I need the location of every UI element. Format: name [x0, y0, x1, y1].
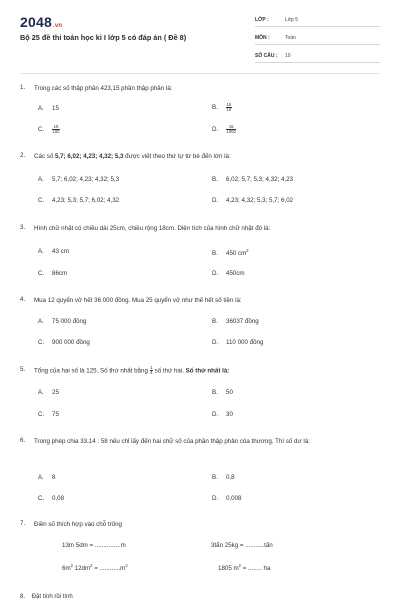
fraction	[226, 103, 232, 113]
document-title: Bộ 25 đề thi toán học kì I lớp 5 có đáp án ( Đề 8)	[20, 33, 187, 42]
option-label: C.	[38, 197, 45, 204]
meta-value: Lớp 5	[285, 17, 299, 23]
option-text: 4,23; 4,32; 5,3; 5,7; 6,02	[226, 197, 294, 204]
option-a[interactable]	[38, 248, 69, 255]
option-label: A.	[38, 318, 44, 325]
option-label: A.	[38, 389, 44, 396]
stem-text: số thứ hai.	[152, 367, 186, 375]
meta-key: SỐ CÂU :	[255, 53, 278, 59]
option-text: 50	[226, 389, 233, 396]
fraction-numerator: 15	[226, 102, 232, 107]
option-text: 43 cm	[52, 248, 69, 255]
option-label: D.	[212, 126, 219, 134]
option-text: 110 000 đồng	[226, 339, 264, 346]
option-label: B.	[212, 318, 218, 325]
document-header	[0, 0, 400, 78]
fraction-denominator: 4	[150, 370, 153, 376]
question-stem	[34, 366, 379, 376]
fraction	[52, 125, 60, 135]
option-b[interactable]	[212, 318, 259, 325]
fraction-numerator: 15	[53, 124, 59, 129]
superscript: 2	[238, 563, 241, 568]
fill-blank-1[interactable]: 13m 5dm = ...............m	[62, 542, 126, 549]
option-label: D.	[212, 495, 219, 502]
option-d[interactable]	[212, 270, 245, 277]
option-a[interactable]	[38, 176, 119, 183]
option-text: 15	[52, 105, 59, 112]
question-number: 3.	[20, 224, 26, 231]
option-label: A.	[38, 176, 44, 183]
fill-text: = ............m	[92, 565, 126, 573]
question-number: 7.	[20, 520, 26, 527]
option-label: D.	[212, 197, 219, 204]
meta-value: 10	[285, 53, 291, 59]
option-text: 6,02; 5,7; 5,3; 4,32; 4,23	[226, 176, 294, 183]
question-number: 6.	[20, 437, 26, 444]
option-label: C.	[38, 495, 45, 502]
meta-row-count	[255, 51, 380, 63]
option-label: B.	[212, 176, 218, 183]
option-text: 25	[52, 389, 59, 396]
superscript: 2	[90, 563, 93, 568]
question-stem	[34, 152, 379, 162]
site-logo[interactable]	[20, 14, 62, 30]
option-text: 8	[52, 474, 56, 481]
option-label: C.	[38, 339, 45, 346]
option-d[interactable]	[212, 339, 263, 346]
option-b[interactable]	[212, 474, 235, 481]
option-label: C.	[38, 270, 45, 277]
stem-bold: Số thứ nhất là:	[185, 367, 230, 375]
question-number: 5.	[20, 366, 26, 373]
fraction-numerator: 15	[226, 125, 236, 130]
option-b[interactable]	[212, 248, 249, 257]
option-text: 86cm	[52, 270, 68, 277]
option-b[interactable]	[212, 389, 233, 396]
option-c[interactable]	[38, 125, 60, 135]
option-text: 450 cm	[226, 250, 247, 258]
meta-info	[255, 15, 380, 69]
option-label: A.	[38, 474, 44, 481]
fraction	[226, 125, 236, 135]
meta-row-subject	[255, 33, 380, 45]
option-label: A.	[38, 248, 44, 255]
superscript: 2	[246, 248, 249, 253]
option-text: 0,008	[226, 495, 242, 502]
option-text: 75	[52, 411, 59, 418]
option-label: B.	[212, 389, 218, 396]
option-label: D.	[212, 270, 219, 277]
option-text: 30	[226, 411, 233, 418]
header-divider	[20, 73, 380, 74]
fill-text: 12dm	[72, 565, 91, 573]
logo-tld: .vn	[52, 23, 63, 29]
option-c[interactable]	[38, 411, 59, 418]
question-stem: Hình chữ nhật có chiều dài 25cm, chiều rộng 18cm. Diện tích của hình chữ nhật đó là:	[34, 225, 271, 232]
fill-blank-3[interactable]	[62, 563, 128, 572]
fill-text: = ........ ha	[240, 565, 271, 573]
meta-key: LỚP :	[255, 17, 269, 23]
option-d[interactable]	[212, 495, 241, 502]
meta-row-class	[255, 15, 380, 27]
fraction-denominator: 100	[52, 129, 60, 135]
fill-blank-4[interactable]	[218, 563, 270, 572]
option-a[interactable]	[38, 389, 59, 396]
superscript: 2	[70, 563, 73, 568]
question-stem: Trong các số thập phân 423,15 phần thập phân là:	[34, 85, 173, 92]
question-8	[20, 594, 73, 600]
option-label: D.	[212, 339, 219, 346]
question-stem: Trong phép chia 33,14 : 58 nếu chỉ lấy đến hai chữ số của phần thập phân của thương. Thì số dư là:	[34, 438, 310, 445]
question-number: 4.	[20, 296, 26, 303]
fraction-numerator: 1	[150, 365, 153, 370]
option-label: D.	[212, 411, 219, 418]
option-label: B.	[212, 250, 218, 258]
option-d[interactable]	[212, 411, 233, 418]
option-c[interactable]	[38, 197, 119, 204]
option-a[interactable]	[38, 474, 55, 481]
option-label: C.	[38, 126, 45, 134]
option-text: 36037 đồng	[226, 318, 259, 325]
option-c[interactable]	[38, 270, 67, 277]
fraction-denominator: 1000	[226, 129, 236, 135]
option-c[interactable]	[38, 339, 90, 346]
fill-blank-2[interactable]: 3tấn 25kg = ...........tấn	[211, 542, 273, 549]
option-d[interactable]	[212, 197, 293, 204]
option-b[interactable]	[212, 103, 232, 113]
meta-key: MÔN :	[255, 35, 270, 41]
option-text: 4,23; 5,3; 5,7; 6,02; 4,32	[52, 197, 120, 204]
option-text: 900 000 đồng	[52, 339, 90, 346]
question-number: 2.	[20, 152, 26, 159]
stem-bold: 5,7; 6,02; 4,23; 4,32; 5,3	[54, 153, 124, 160]
option-text: 75 000 đồng	[52, 318, 87, 325]
fill-text: 6m	[62, 565, 71, 573]
fill-text: 1805 m	[218, 565, 239, 573]
option-text: 0,8	[226, 474, 235, 481]
option-label: A.	[38, 105, 44, 112]
meta-value: Toán	[285, 35, 296, 41]
stem-text: Các số	[34, 153, 55, 160]
option-text: 450cm	[226, 270, 245, 277]
question-stem: Mua 12 quyển vở hết 36 000 đồng. Mua 25 quyển vở như thế hết số tiền là:	[34, 297, 242, 304]
fraction-denominator: 10	[226, 107, 232, 113]
option-label: C.	[38, 411, 45, 418]
option-a[interactable]	[38, 318, 86, 325]
question-number: 1.	[20, 84, 26, 91]
stem-text: được viết theo thứ tự từ bé đến lớn là:	[123, 153, 231, 160]
question-stem: Điền số thích hợp vào chỗ trống	[34, 521, 122, 528]
stem-text: Tổng của hai số là 125. Số thứ nhất bằng	[34, 367, 150, 375]
option-label: B.	[212, 104, 218, 112]
option-text: 5,7; 6,02; 4,23; 4,32; 5,3	[52, 176, 120, 183]
option-label: B.	[212, 474, 218, 481]
question-stem: Đặt tính rồi tính	[31, 594, 73, 600]
question-number: 8.	[20, 594, 26, 600]
option-a[interactable]	[38, 105, 59, 112]
option-c[interactable]	[38, 495, 64, 502]
logo-text: 2048	[20, 14, 52, 30]
option-b[interactable]	[212, 176, 293, 183]
option-text: 0,08	[52, 495, 65, 502]
superscript: 2	[125, 563, 128, 568]
option-d[interactable]	[212, 125, 236, 135]
